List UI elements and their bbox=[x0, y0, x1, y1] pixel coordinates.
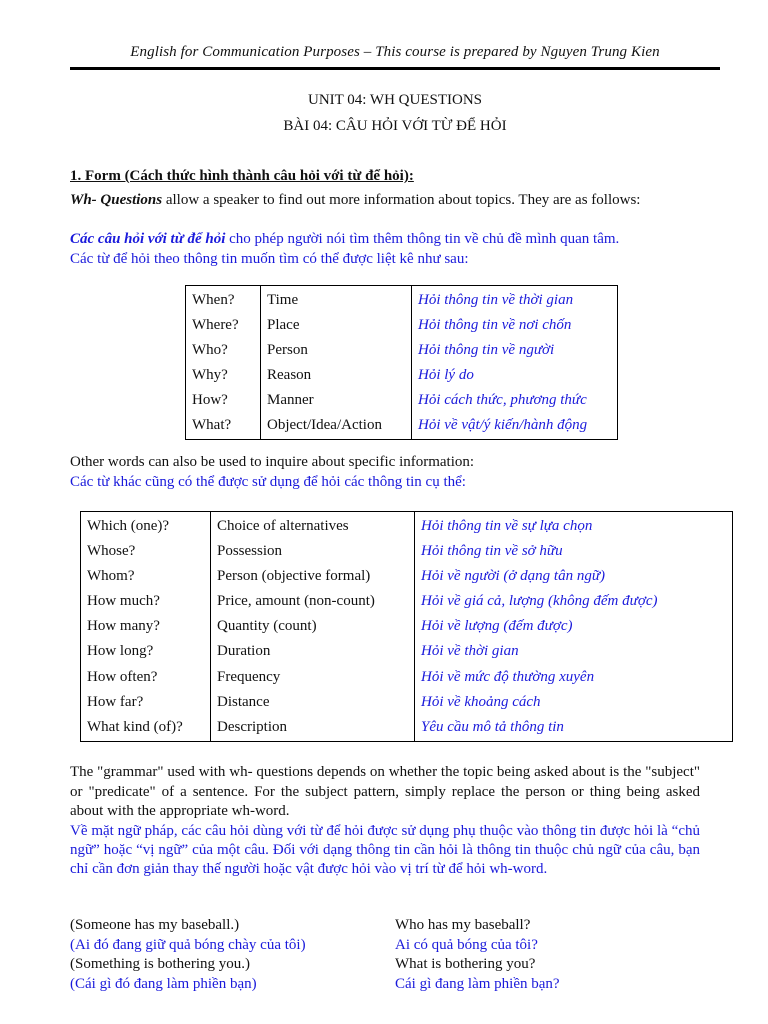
header-rule bbox=[70, 67, 720, 70]
meaning-cell: Person (objective formal) bbox=[211, 564, 415, 589]
vietnamese-meaning-cell: Hỏi thông tin về sự lựa chọn bbox=[415, 512, 733, 540]
page-header: English for Communication Purposes – This course is prepared by Nguyen Trung Kien bbox=[130, 44, 660, 60]
meaning-cell: Duration bbox=[211, 639, 415, 664]
vietnamese-meaning-cell: Hỏi thông tin về sở hữu bbox=[415, 539, 733, 564]
vietnamese-meaning-cell: Hỏi về giá cả, lượng (không đếm được) bbox=[415, 589, 733, 614]
wh-words-table-row bbox=[186, 363, 618, 388]
wh-questions-term-vietnamese: Các câu hỏi với từ để hỏi bbox=[70, 231, 226, 247]
vietnamese-meaning-cell: Yêu cầu mô tả thông tin bbox=[415, 715, 733, 742]
other-words-english: Other words can also be used to inquire about specific information: bbox=[70, 454, 475, 470]
intro-vietnamese-text: cho phép người nói tìm thêm thông tin về chủ đề mình quan tâm. bbox=[225, 231, 620, 247]
vietnamese-meaning-cell: Hỏi thông tin về nơi chốn bbox=[412, 313, 618, 338]
other-words-table-row bbox=[81, 589, 733, 614]
other-words-table-row bbox=[81, 690, 733, 715]
meaning-cell: Price, amount (non-count) bbox=[211, 589, 415, 614]
question-word-cell: Who? bbox=[186, 338, 261, 363]
vietnamese-meaning-cell: Hỏi thông tin về thời gian bbox=[412, 286, 618, 314]
meaning-cell: Description bbox=[211, 715, 415, 742]
grammar-english: The "grammar" used with wh- questions depends on whether the topic being asked about is the "subject" or "predicate" of a sentence. For the subject pattern, simply replace the person or thing being asked about with the appropriate wh-word. bbox=[70, 764, 700, 819]
other-words-table-row bbox=[81, 512, 733, 540]
vietnamese-meaning-cell: Hỏi về người (ở dạng tân ngữ) bbox=[415, 564, 733, 589]
example-row bbox=[70, 956, 720, 976]
other-words-table-row bbox=[81, 715, 733, 742]
example-row bbox=[70, 917, 720, 937]
question-word-cell: How far? bbox=[81, 690, 211, 715]
question-word-cell: What kind (of)? bbox=[81, 715, 211, 742]
meaning-cell: Object/Idea/Action bbox=[261, 413, 412, 440]
question-word-cell: How much? bbox=[81, 589, 211, 614]
example-question: Ai có quả bóng của tôi? bbox=[395, 936, 538, 953]
other-words-table-row bbox=[81, 665, 733, 690]
meaning-cell: Place bbox=[261, 313, 412, 338]
example-statement: (Ai đó đang giữ quả bóng chày của tôi) bbox=[70, 936, 306, 953]
example-statement: (Something is bothering you.) bbox=[70, 956, 250, 972]
other-words-table-row bbox=[81, 564, 733, 589]
question-word-cell: How long? bbox=[81, 639, 211, 664]
wh-words-table-row bbox=[186, 413, 618, 440]
wh-words-table-row bbox=[186, 338, 618, 363]
wh-words-table-row bbox=[186, 388, 618, 413]
grammar-vietnamese: Về mặt ngữ pháp, các câu hỏi dùng với từ để hỏi được sử dụng phụ thuộc vào thông tin được hỏi là “chủ ngữ” hoặc “vị ngữ” của một câu. Đối với dạng thông tin cần hỏi là thông tin thuộc chủ ngữ của câu, bạn chỉ cần đơn giản thay thế người hoặc vật được hỏi vào vị trí từ để hỏi wh-word. bbox=[70, 823, 700, 877]
question-word-cell: Whose? bbox=[81, 539, 211, 564]
wh-words-table-row bbox=[186, 286, 618, 314]
example-statement: (Cái gì đó đang làm phiền bạn) bbox=[70, 975, 257, 992]
meaning-cell: Time bbox=[261, 286, 412, 314]
section-heading-form: 1. Form (Cách thức hình thành câu hỏi với từ để hỏi): bbox=[70, 168, 414, 184]
wh-words-table-row bbox=[186, 313, 618, 338]
meaning-cell: Manner bbox=[261, 388, 412, 413]
intro-english-text: allow a speaker to find out more information about topics. They are as follows: bbox=[162, 192, 641, 208]
question-word-cell: Which (one)? bbox=[81, 512, 211, 540]
example-question: What is bothering you? bbox=[395, 956, 536, 972]
wh-questions-term: Wh- Questions bbox=[70, 192, 163, 208]
question-word-cell: When? bbox=[186, 286, 261, 314]
intro-vietnamese bbox=[70, 230, 700, 269]
vietnamese-meaning-cell: Hỏi về khoảng cách bbox=[415, 690, 733, 715]
example-row bbox=[70, 976, 720, 996]
example-statement: (Someone has my baseball.) bbox=[70, 917, 240, 933]
meaning-cell: Frequency bbox=[211, 665, 415, 690]
vietnamese-meaning-cell: Hỏi cách thức, phương thức bbox=[412, 388, 618, 413]
other-question-words-table bbox=[80, 511, 733, 742]
vietnamese-meaning-cell: Hỏi về vật/ý kiến/hành động bbox=[412, 413, 618, 440]
other-words-vietnamese: Các từ khác cũng có thể được sử dụng để hỏi các thông tin cụ thể: bbox=[70, 473, 466, 490]
other-words-table-row bbox=[81, 539, 733, 564]
example-question: Cái gì đang làm phiền bạn? bbox=[395, 975, 560, 992]
vietnamese-meaning-cell: Hỏi về lượng (đếm được) bbox=[415, 614, 733, 639]
unit-title: UNIT 04: WH QUESTIONS bbox=[307, 92, 483, 108]
example-question: Who has my baseball? bbox=[395, 917, 531, 933]
meaning-cell: Reason bbox=[261, 363, 412, 388]
question-word-cell: How often? bbox=[81, 665, 211, 690]
wh-words-table bbox=[185, 285, 618, 440]
example-row bbox=[70, 937, 720, 957]
question-word-cell: How many? bbox=[81, 614, 211, 639]
meaning-cell: Person bbox=[261, 338, 412, 363]
intro-english bbox=[70, 191, 700, 211]
vietnamese-meaning-cell: Hỏi thông tin về người bbox=[412, 338, 618, 363]
vietnamese-meaning-cell: Hỏi về mức độ thường xuyên bbox=[415, 665, 733, 690]
examples-list bbox=[70, 917, 720, 995]
intro-vietnamese-text-2: Các từ để hỏi theo thông tin muốn tìm có thể được liệt kê như sau: bbox=[70, 250, 469, 267]
unit-title-vietnamese: BÀI 04: CÂU HỎI VỚI TỪ ĐỂ HỎI bbox=[283, 118, 507, 134]
other-words-table-row bbox=[81, 639, 733, 664]
vietnamese-meaning-cell: Hỏi về thời gian bbox=[415, 639, 733, 664]
meaning-cell: Choice of alternatives bbox=[211, 512, 415, 540]
meaning-cell: Possession bbox=[211, 539, 415, 564]
meaning-cell: Quantity (count) bbox=[211, 614, 415, 639]
question-word-cell: Why? bbox=[186, 363, 261, 388]
vietnamese-meaning-cell: Hỏi lý do bbox=[412, 363, 618, 388]
meaning-cell: Distance bbox=[211, 690, 415, 715]
question-word-cell: Where? bbox=[186, 313, 261, 338]
question-word-cell: How? bbox=[186, 388, 261, 413]
question-word-cell: What? bbox=[186, 413, 261, 440]
other-words-table-row bbox=[81, 614, 733, 639]
question-word-cell: Whom? bbox=[81, 564, 211, 589]
other-words-paragraph bbox=[70, 453, 700, 492]
